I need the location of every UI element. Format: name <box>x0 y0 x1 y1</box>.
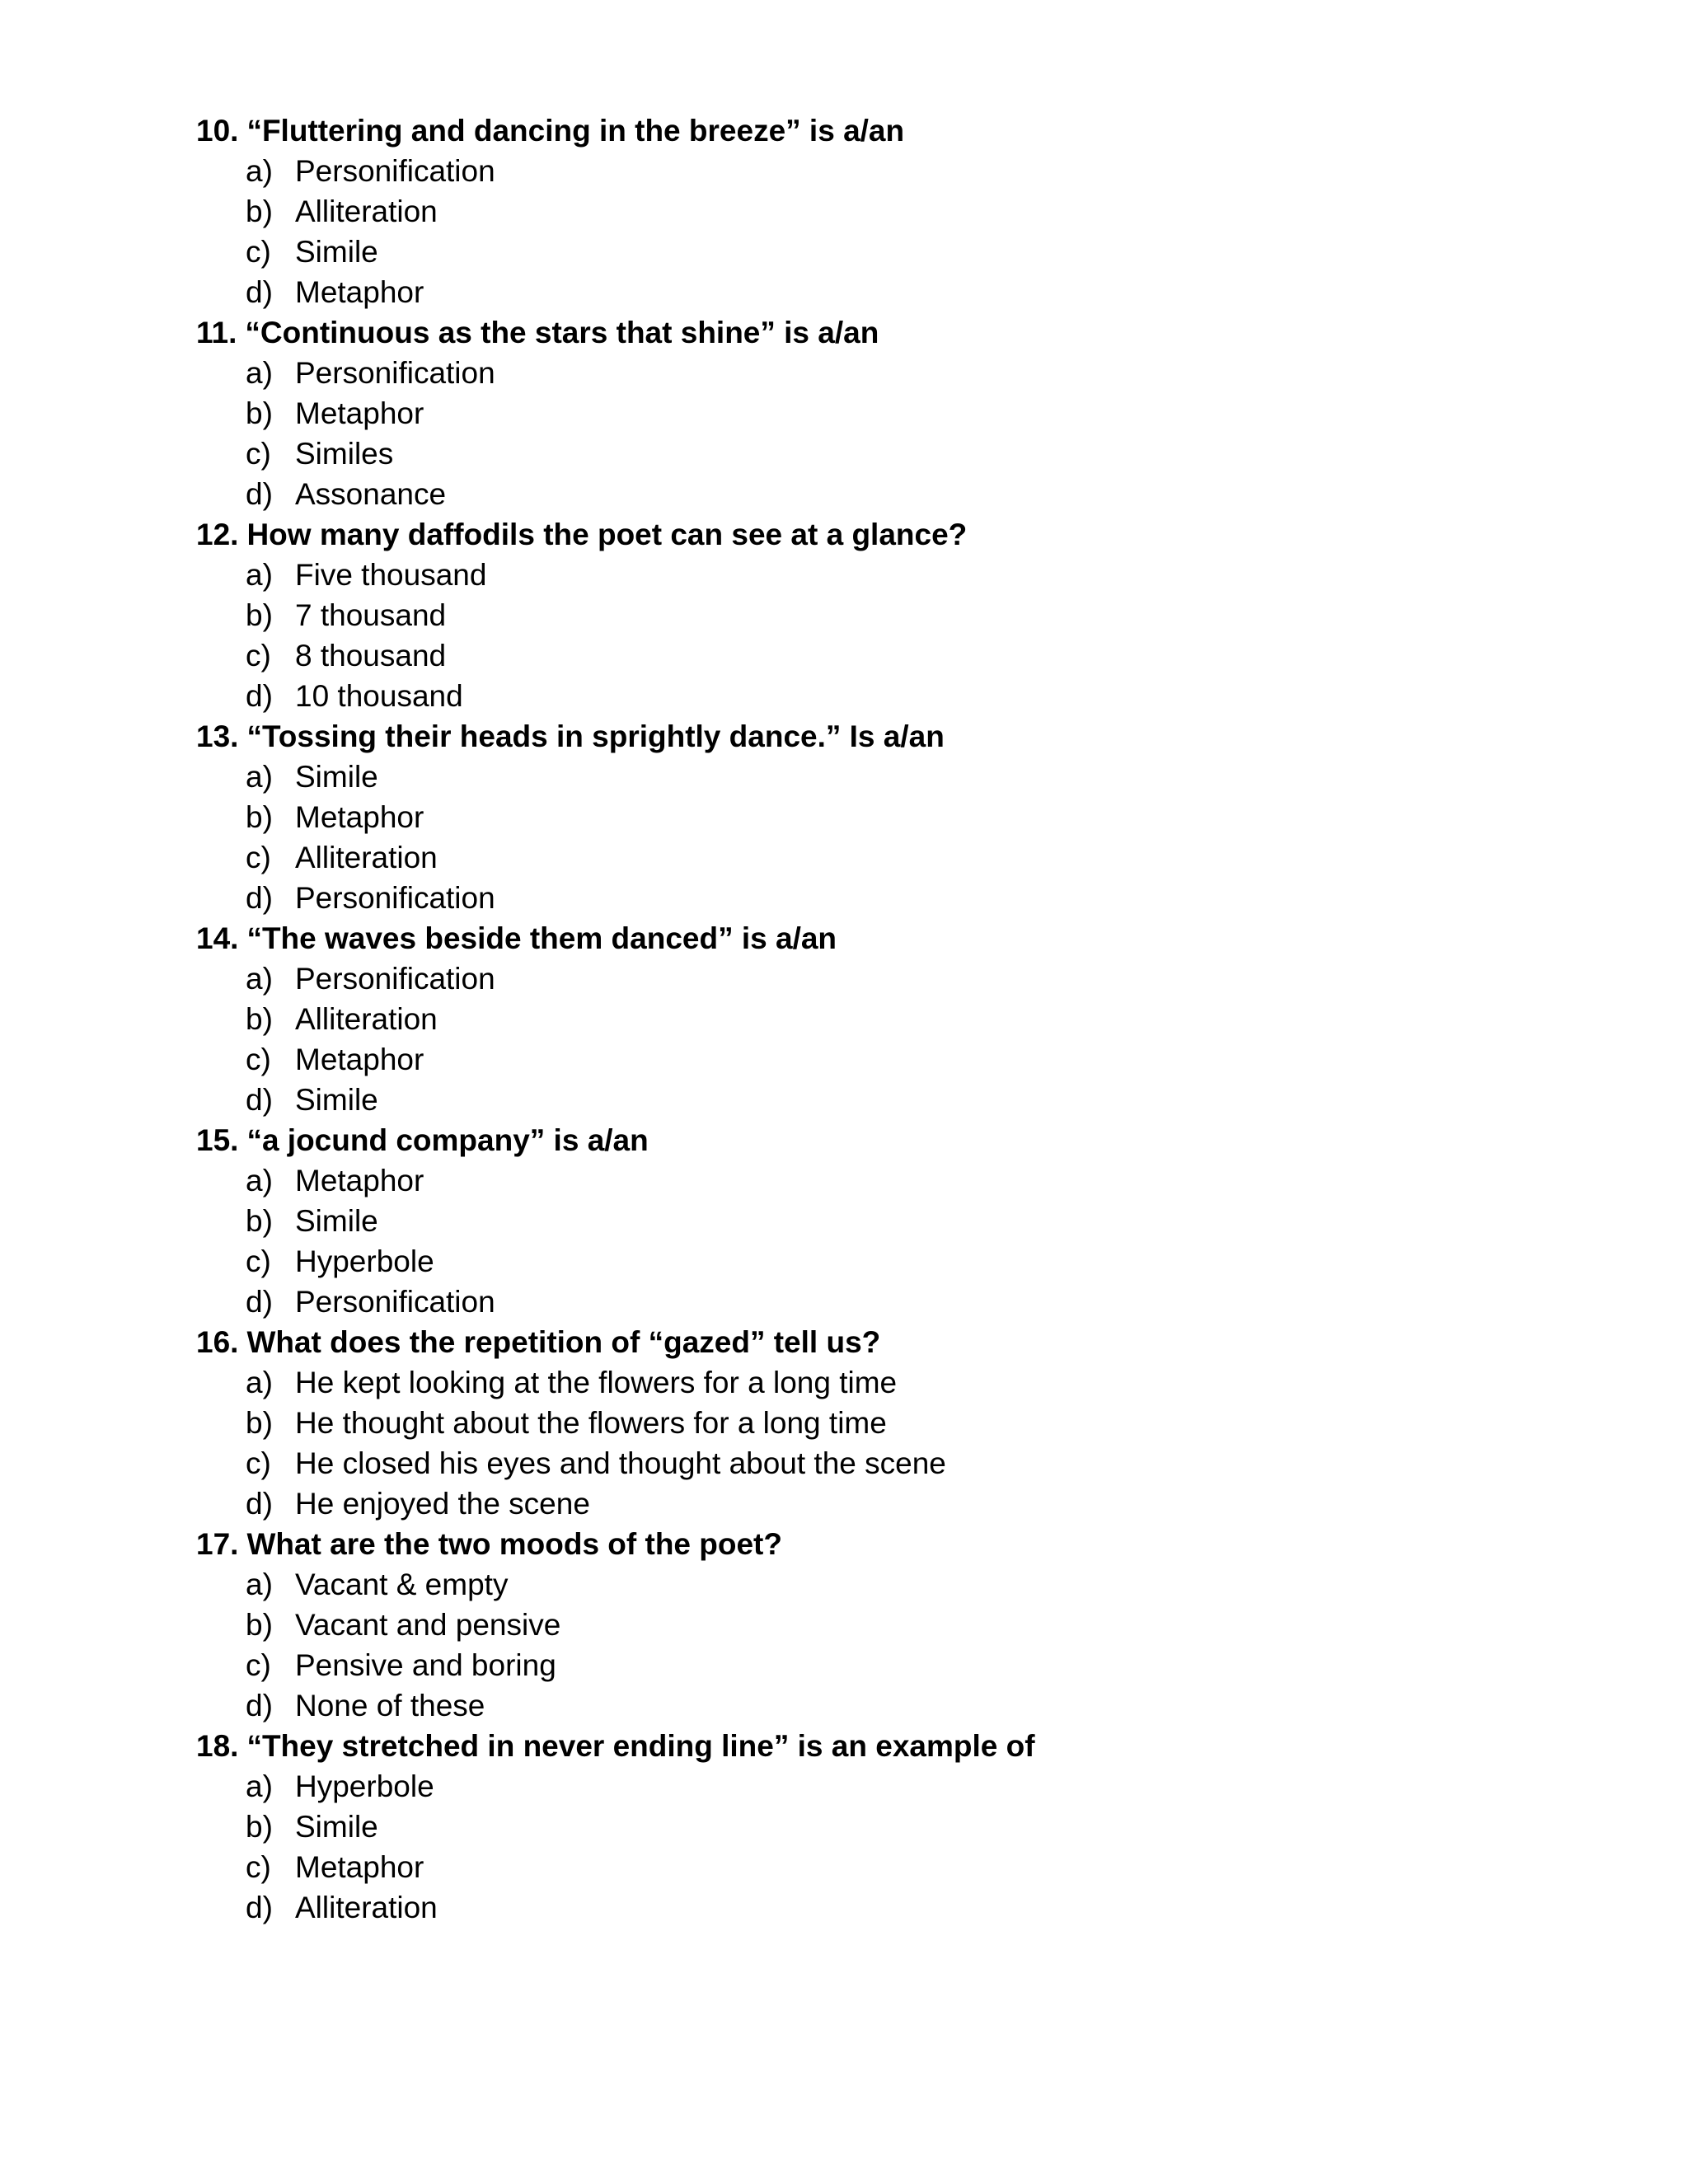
question-block <box>196 1524 1597 1726</box>
question-number: 17. <box>196 1527 239 1561</box>
answer-option <box>196 757 1597 797</box>
question-number: 16. <box>196 1325 239 1359</box>
answer-option <box>196 393 1597 434</box>
option-text: Hyperbole <box>295 1244 434 1278</box>
option-text: Simile <box>295 1204 378 1238</box>
question-title <box>196 1322 1597 1362</box>
option-text: Similes <box>295 437 394 471</box>
answer-option <box>196 272 1597 312</box>
question-text: What does the repetition of “gazed” tell us? <box>246 1325 881 1359</box>
answer-option <box>196 1685 1597 1726</box>
option-text: Metaphor <box>295 800 424 834</box>
question-title <box>196 514 1597 555</box>
option-letter: b) <box>246 396 273 430</box>
option-text: Alliteration <box>295 1891 438 1924</box>
option-text: Alliteration <box>295 841 438 874</box>
option-letter: b) <box>246 1204 273 1238</box>
question-title <box>196 716 1597 757</box>
question-number: 13. <box>196 719 239 753</box>
question-block <box>196 1726 1597 1928</box>
option-text: Vacant and pensive <box>295 1608 561 1642</box>
option-list <box>196 353 1597 514</box>
question-number: 18. <box>196 1729 239 1763</box>
answer-option <box>196 474 1597 514</box>
option-letter: d) <box>246 1083 273 1117</box>
option-list <box>196 151 1597 312</box>
answer-option <box>196 1605 1597 1645</box>
option-text: 10 thousand <box>295 679 463 713</box>
answer-option <box>196 837 1597 878</box>
option-text: Metaphor <box>295 275 424 309</box>
option-letter: c) <box>246 1043 271 1076</box>
option-text: Metaphor <box>295 396 424 430</box>
option-letter: c) <box>246 841 271 874</box>
option-text: 8 thousand <box>295 639 447 673</box>
option-letter: d) <box>246 1891 273 1924</box>
option-letter: d) <box>246 477 273 511</box>
answer-option <box>196 1847 1597 1887</box>
question-block <box>196 918 1597 1120</box>
option-letter: d) <box>246 679 273 713</box>
option-text: Simile <box>295 1810 378 1844</box>
option-list <box>196 1766 1597 1928</box>
question-block <box>196 312 1597 514</box>
question-number: 11. <box>196 316 237 349</box>
question-text: “Continuous as the stars that shine” is a/an <box>245 316 879 349</box>
option-text: Hyperbole <box>295 1769 434 1803</box>
answer-option <box>196 999 1597 1039</box>
option-text: He kept looking at the flowers for a long time <box>295 1366 898 1399</box>
answer-option <box>196 1241 1597 1282</box>
question-text: “Tossing their heads in sprightly dance.” Is a/an <box>246 719 945 753</box>
option-letter: a) <box>246 760 273 794</box>
option-letter: a) <box>246 1568 273 1601</box>
question-title <box>196 110 1597 151</box>
answer-option <box>196 1887 1597 1928</box>
option-text: Simile <box>295 235 378 269</box>
option-list <box>196 1362 1597 1524</box>
option-text: Metaphor <box>295 1850 424 1884</box>
answer-option <box>196 151 1597 191</box>
answer-option <box>196 878 1597 918</box>
option-list <box>196 958 1597 1120</box>
question-block <box>196 1322 1597 1524</box>
option-letter: d) <box>246 1689 273 1722</box>
answer-option <box>196 1201 1597 1241</box>
answer-option <box>196 1645 1597 1685</box>
option-text: Alliteration <box>295 194 438 228</box>
question-text: “Fluttering and dancing in the breeze” is a/an <box>246 114 905 148</box>
option-text: He thought about the flowers for a long time <box>295 1406 887 1440</box>
option-letter: c) <box>246 235 271 269</box>
question-title <box>196 1524 1597 1564</box>
answer-option <box>196 1080 1597 1120</box>
option-letter: b) <box>246 800 273 834</box>
option-letter: a) <box>246 558 273 592</box>
answer-option <box>196 1282 1597 1322</box>
option-list <box>196 1564 1597 1726</box>
question-number: 15. <box>196 1123 239 1157</box>
question-block <box>196 716 1597 918</box>
option-letter: c) <box>246 1850 271 1884</box>
question-title <box>196 1120 1597 1160</box>
question-text: What are the two moods of the poet? <box>246 1527 782 1561</box>
answer-option <box>196 1483 1597 1524</box>
option-letter: c) <box>246 639 271 673</box>
option-text: 7 thousand <box>295 598 447 632</box>
question-text: How many daffodils the poet can see at a glance? <box>246 518 968 551</box>
option-text: Personification <box>295 881 495 915</box>
answer-option <box>196 797 1597 837</box>
option-letter: d) <box>246 275 273 309</box>
option-text: Vacant & empty <box>295 1568 509 1601</box>
option-letter: a) <box>246 1769 273 1803</box>
question-title <box>196 1726 1597 1766</box>
option-letter: c) <box>246 1446 271 1480</box>
option-text: Personification <box>295 154 495 188</box>
option-letter: b) <box>246 1406 273 1440</box>
answer-option <box>196 958 1597 999</box>
answer-option <box>196 232 1597 272</box>
option-text: Five thousand <box>295 558 487 592</box>
option-letter: a) <box>246 1366 273 1399</box>
answer-option <box>196 1403 1597 1443</box>
option-text: Simile <box>295 1083 378 1117</box>
option-text: Metaphor <box>295 1164 424 1197</box>
question-block <box>196 110 1597 312</box>
option-text: Simile <box>295 760 378 794</box>
option-letter: b) <box>246 1608 273 1642</box>
option-text: Personification <box>295 962 495 996</box>
option-text: Metaphor <box>295 1043 424 1076</box>
answer-option <box>196 1443 1597 1483</box>
answer-option <box>196 1807 1597 1847</box>
option-list <box>196 555 1597 716</box>
option-text: He enjoyed the scene <box>295 1487 590 1521</box>
answer-option <box>196 1160 1597 1201</box>
option-letter: c) <box>246 1648 271 1682</box>
answer-option <box>196 1766 1597 1807</box>
option-text: Personification <box>295 356 495 390</box>
answer-option <box>196 1039 1597 1080</box>
answer-option <box>196 434 1597 474</box>
answer-option <box>196 1564 1597 1605</box>
answer-option <box>196 191 1597 232</box>
option-letter: a) <box>246 962 273 996</box>
question-text: “a jocund company” is a/an <box>246 1123 649 1157</box>
option-letter: b) <box>246 598 273 632</box>
option-list <box>196 1160 1597 1322</box>
question-number: 14. <box>196 921 239 955</box>
option-letter: b) <box>246 1002 273 1036</box>
answer-option <box>196 595 1597 635</box>
option-letter: d) <box>246 1285 273 1319</box>
option-text: None of these <box>295 1689 485 1722</box>
answer-option <box>196 555 1597 595</box>
question-sheet <box>196 110 1597 1928</box>
option-text: He closed his eyes and thought about the scene <box>295 1446 946 1480</box>
option-text: Pensive and boring <box>295 1648 556 1682</box>
option-letter: b) <box>246 1810 273 1844</box>
option-text: Assonance <box>295 477 447 511</box>
question-number: 10. <box>196 114 239 148</box>
option-letter: a) <box>246 154 273 188</box>
answer-option <box>196 635 1597 676</box>
question-title <box>196 312 1597 353</box>
option-letter: d) <box>246 1487 273 1521</box>
option-letter: a) <box>246 356 273 390</box>
question-block <box>196 514 1597 716</box>
answer-option <box>196 353 1597 393</box>
option-letter: c) <box>246 1244 271 1278</box>
question-text: “The waves beside them danced” is a/an <box>246 921 837 955</box>
option-letter: d) <box>246 881 273 915</box>
option-letter: b) <box>246 194 273 228</box>
option-list <box>196 757 1597 918</box>
answer-option <box>196 1362 1597 1403</box>
question-title <box>196 918 1597 958</box>
question-number: 12. <box>196 518 239 551</box>
option-letter: c) <box>246 437 271 471</box>
question-block <box>196 1120 1597 1322</box>
option-text: Alliteration <box>295 1002 438 1036</box>
question-text: “They stretched in never ending line” is an example of <box>246 1729 1035 1763</box>
answer-option <box>196 676 1597 716</box>
option-text: Personification <box>295 1285 495 1319</box>
option-letter: a) <box>246 1164 273 1197</box>
